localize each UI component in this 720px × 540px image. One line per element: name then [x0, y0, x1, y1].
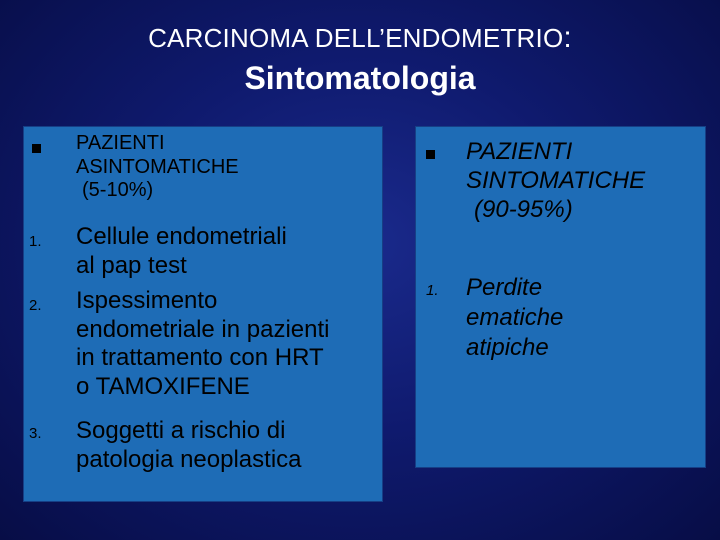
title-line-1 — [0, 22, 720, 54]
list-item-line: endometriale in pazienti — [76, 315, 330, 343]
slide-title — [0, 22, 720, 95]
title-colon: : — [563, 21, 572, 54]
list-item-line: o TAMOXIFENE — [76, 372, 250, 400]
list-item-number: 1. — [29, 233, 42, 250]
heading-percentage: (90-95%) — [474, 195, 573, 223]
list-item-number: 3. — [29, 425, 42, 442]
asymptomatic-heading — [76, 132, 366, 203]
list-item-line: Cellule endometriali — [76, 223, 287, 250]
symptomatic-panel — [416, 127, 705, 467]
list-item — [76, 287, 376, 401]
title-main-text: CARCINOMA DELL’ENDOMETRIO — [148, 23, 564, 53]
list-item-line: Soggetti a rischio di — [76, 417, 286, 444]
list-item-line: ematiche — [466, 304, 564, 331]
heading-percentage: (5-10%) — [82, 179, 154, 202]
heading-line: SINTOMATICHE — [466, 166, 646, 194]
list-item — [466, 273, 696, 363]
symptomatic-heading — [466, 138, 704, 224]
heading-line: ASINTOMATICHE — [76, 155, 239, 178]
square-bullet-icon — [426, 150, 435, 159]
asymptomatic-panel — [24, 127, 382, 501]
title-subtitle: Sintomatologia — [244, 59, 476, 96]
list-item-number: 1. — [426, 282, 439, 299]
heading-line: PAZIENTI — [76, 132, 165, 154]
list-item-line: in trattamento con HRT — [76, 344, 324, 372]
list-item-line: Perdite — [466, 274, 543, 301]
list-item-line: Ispessimento — [76, 287, 218, 314]
list-item-number: 2. — [29, 297, 42, 314]
list-item-line: patologia neoplastica — [76, 445, 302, 473]
list-item-line: al pap test — [76, 251, 187, 279]
list-item — [76, 223, 376, 280]
square-bullet-icon — [32, 144, 41, 153]
list-item-line: atipiche — [466, 334, 549, 361]
list-item — [76, 417, 376, 474]
heading-line: PAZIENTI — [466, 138, 573, 165]
